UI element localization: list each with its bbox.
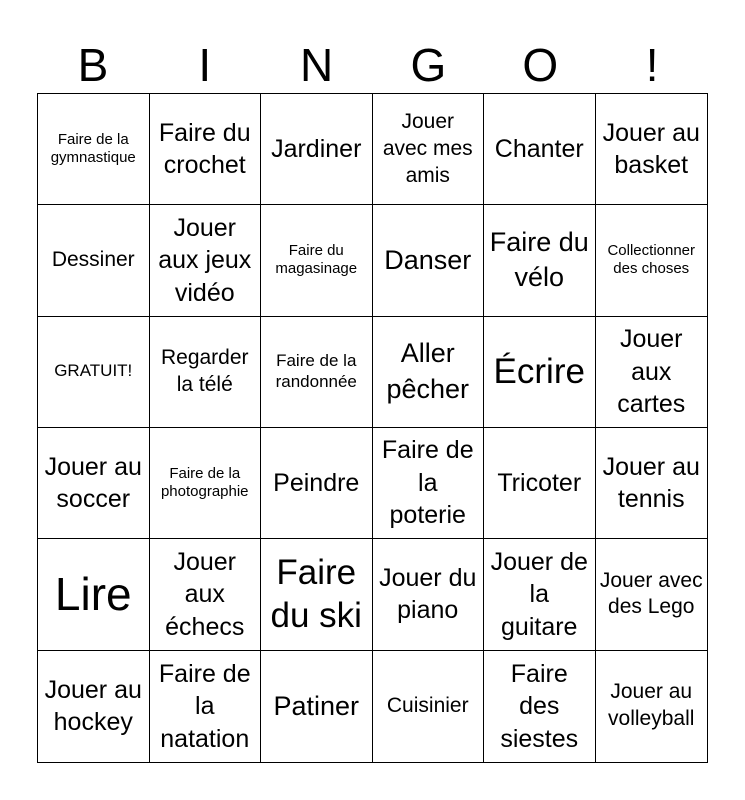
bingo-cell[interactable]: Regarder la télé xyxy=(150,317,262,428)
header-letter-b: B xyxy=(77,39,109,91)
bingo-cell[interactable]: Danser xyxy=(373,205,485,316)
bingo-cell[interactable]: Lire xyxy=(38,539,150,650)
bingo-cell[interactable]: Jouer aux cartes xyxy=(596,317,708,428)
bingo-cell[interactable]: Jouer aux échecs xyxy=(150,539,262,650)
bingo-cell[interactable]: Tricoter xyxy=(484,428,596,539)
header-letter-n: N xyxy=(299,39,334,91)
bingo-cell[interactable]: Peindre xyxy=(261,428,373,539)
bingo-card-grid xyxy=(37,93,708,763)
bingo-cell[interactable]: Faire du magasinage xyxy=(261,205,373,316)
header-letter-o: O xyxy=(522,39,559,91)
bingo-cell[interactable]: Jouer avec mes amis xyxy=(373,94,485,205)
free-space-cell[interactable]: GRATUIT! xyxy=(38,317,150,428)
bingo-cell[interactable]: Faire du crochet xyxy=(150,94,262,205)
bingo-cell[interactable]: Jouer avec des Lego xyxy=(596,539,708,650)
bingo-cell[interactable]: Cuisinier xyxy=(373,651,485,762)
bingo-cell[interactable]: Chanter xyxy=(484,94,596,205)
bingo-cell[interactable]: Jouer au volleyball xyxy=(608,680,695,731)
header-exclamation: ! xyxy=(645,39,659,91)
bingo-cell[interactable]: Faire de la gymnastique xyxy=(38,94,150,205)
bingo-cell[interactable]: Faire des siestes xyxy=(484,651,596,762)
bingo-cell[interactable]: Jouer au tennis xyxy=(596,428,708,539)
bingo-header xyxy=(37,36,708,94)
bingo-cell[interactable]: Jouer du piano xyxy=(373,539,485,650)
bingo-cell[interactable]: Dessiner xyxy=(38,205,150,316)
bingo-cell[interactable]: Aller pêcher xyxy=(373,317,485,428)
header-letter-g: G xyxy=(410,39,447,91)
bingo-cell[interactable]: Patiner xyxy=(261,651,373,762)
bingo-cell[interactable]: Jardiner xyxy=(261,94,373,205)
bingo-cell[interactable]: Faire du ski xyxy=(261,539,373,650)
bingo-cell[interactable]: Jouer aux jeux vidéo xyxy=(150,205,262,316)
bingo-cell[interactable]: Jouer au hockey xyxy=(38,651,150,762)
bingo-cell[interactable]: Faire de la photographie xyxy=(150,428,262,539)
bingo-cell[interactable]: Faire de la natation xyxy=(150,651,262,762)
header-letter-i: I xyxy=(198,39,212,91)
bingo-cell[interactable]: Jouer au soccer xyxy=(38,428,150,539)
bingo-cell[interactable]: Collectionner des choses xyxy=(596,205,708,316)
bingo-cell[interactable]: Faire de la poterie xyxy=(373,428,485,539)
bingo-cell[interactable]: Jouer de la guitare xyxy=(484,539,596,650)
bingo-cell[interactable]: Jouer au basket xyxy=(596,94,708,205)
bingo-cell[interactable]: Faire de la randonnée xyxy=(261,317,373,428)
bingo-cell[interactable]: Écrire xyxy=(484,317,596,428)
bingo-cell[interactable]: Faire du vélo xyxy=(484,205,596,316)
